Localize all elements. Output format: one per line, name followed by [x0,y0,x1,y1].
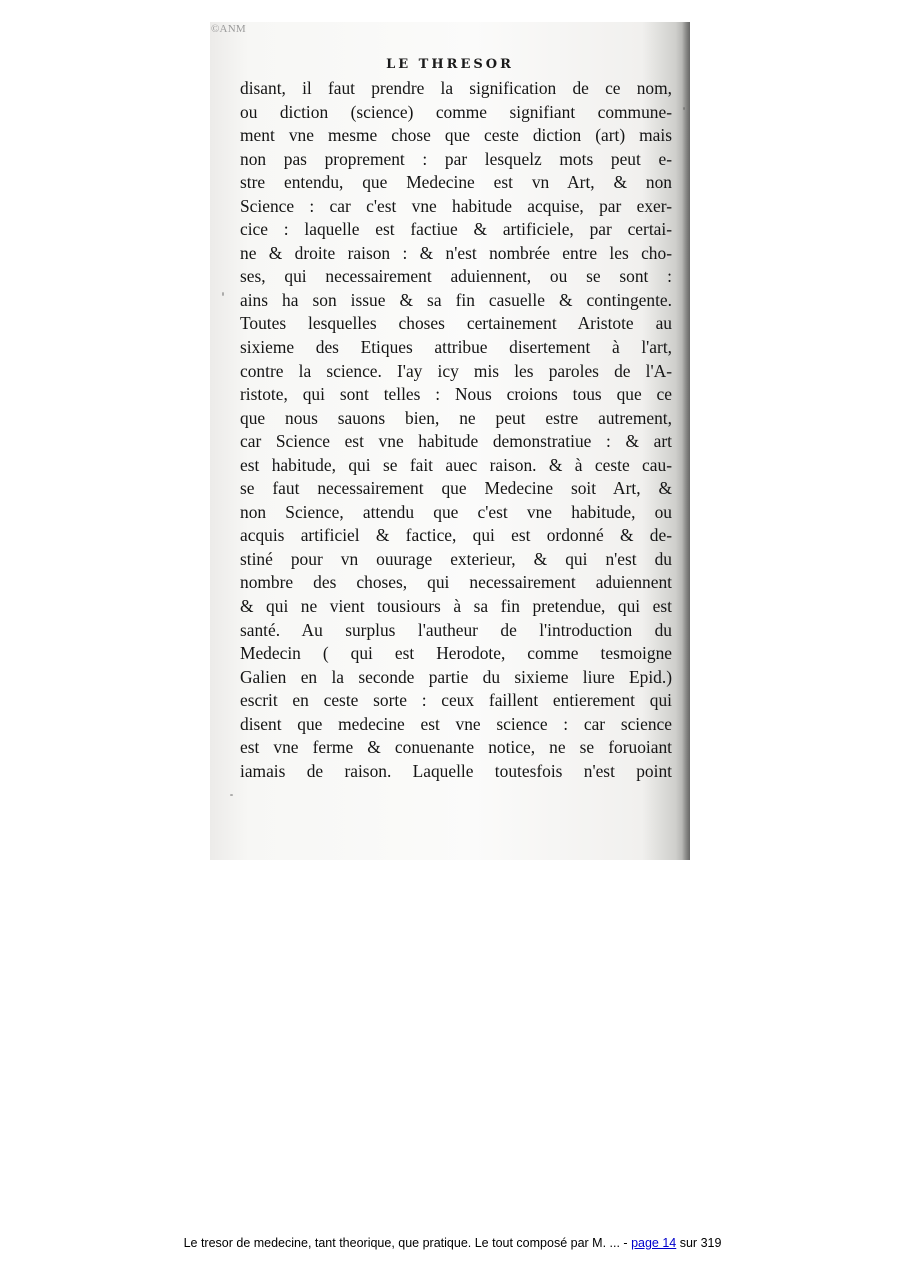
text-line: ne & droite raison : & n'est nombrée entre les cho- [240,242,672,263]
paper-speck [230,794,233,796]
text-line: disent que medecine est vne science : car science [240,713,672,734]
text-line: & qui ne vient tousiours à sa fin pretendue, qui est [240,596,672,617]
text-line: stiné pour vn ouurage exterieur, & qui n'est du [240,548,672,569]
running-head: LE THRESOR [386,57,514,72]
text-line: Science : car c'est vne habitude acquise, par exer- [240,195,672,216]
text-line: se faut necessairement que Medecine soit Art, & [240,478,672,499]
text-line: iamais de raison. Laquelle toutesfois n'est point [240,760,672,781]
text-line: car Science est vne habitude demonstratiue : & art [240,431,672,452]
document-title: Le tresor de medecine, tant theorique, que pratique. Le tout composé par M. ... - [183,1236,628,1250]
text-line: stre entendu, que Medecine est vn Art, & non [240,172,672,193]
text-line: Galien en la seconde partie du sixieme liure Epid.) [240,666,672,687]
page-scan [210,22,690,860]
text-line: ristote, qui sont telles : Nous croions tous que ce [240,384,672,405]
text-line: sixieme des Etiques attribue disertement à l'art, [240,337,672,358]
text-line: ou diction (science) comme signifiant commune- [240,101,672,122]
text-line: ains ha son issue & sa fin casuelle & contingente. [240,289,672,310]
text-line: non Science, attendu que c'est vne habitude, ou [240,501,672,522]
text-line: ses, qui necessairement aduiennent, ou se sont : [240,266,672,287]
text-line: est habitude, qui se fait auec raison. & à ceste cau- [240,454,672,475]
paper-speck [683,107,685,110]
text-line: Toutes lesquelles choses certainement Aristote au [240,313,672,334]
text-line: escrit en ceste sorte : ceux faillent entierement qui [240,690,672,711]
text-line: non pas proprement : par lesquelz mots peut e- [240,148,672,169]
text-line: contre la science. I'ay icy mis les paroles de l'A- [240,360,672,381]
text-line: Medecin ( qui est Herodote, comme tesmoigne [240,643,672,664]
text-line: ment vne mesme chose que ceste diction (art) mais [240,125,672,146]
text-line: est vne ferme & conuenante notice, ne se foruoiant [240,737,672,758]
document-footer [0,1236,905,1250]
text-line: acquis artificiel & factice, qui est ordonné & de- [240,525,672,546]
text-line: santé. Au surplus l'autheur de l'introduction du [240,619,672,640]
paper-speck [222,292,224,296]
text-line: que nous sauons bien, ne peut estre autrement, [240,407,672,428]
text-line: cice : laquelle est factiue & artificiele, par certai- [240,219,672,240]
text-block [240,77,672,783]
text-line: nombre des choses, qui necessairement aduiennent [240,572,672,593]
watermark: ©ANM [211,23,246,35]
text-line: disant, il faut prendre la signification de ce nom, [240,78,672,98]
page-link[interactable]: page 14 [631,1236,677,1250]
page-total: sur 319 [679,1236,722,1250]
